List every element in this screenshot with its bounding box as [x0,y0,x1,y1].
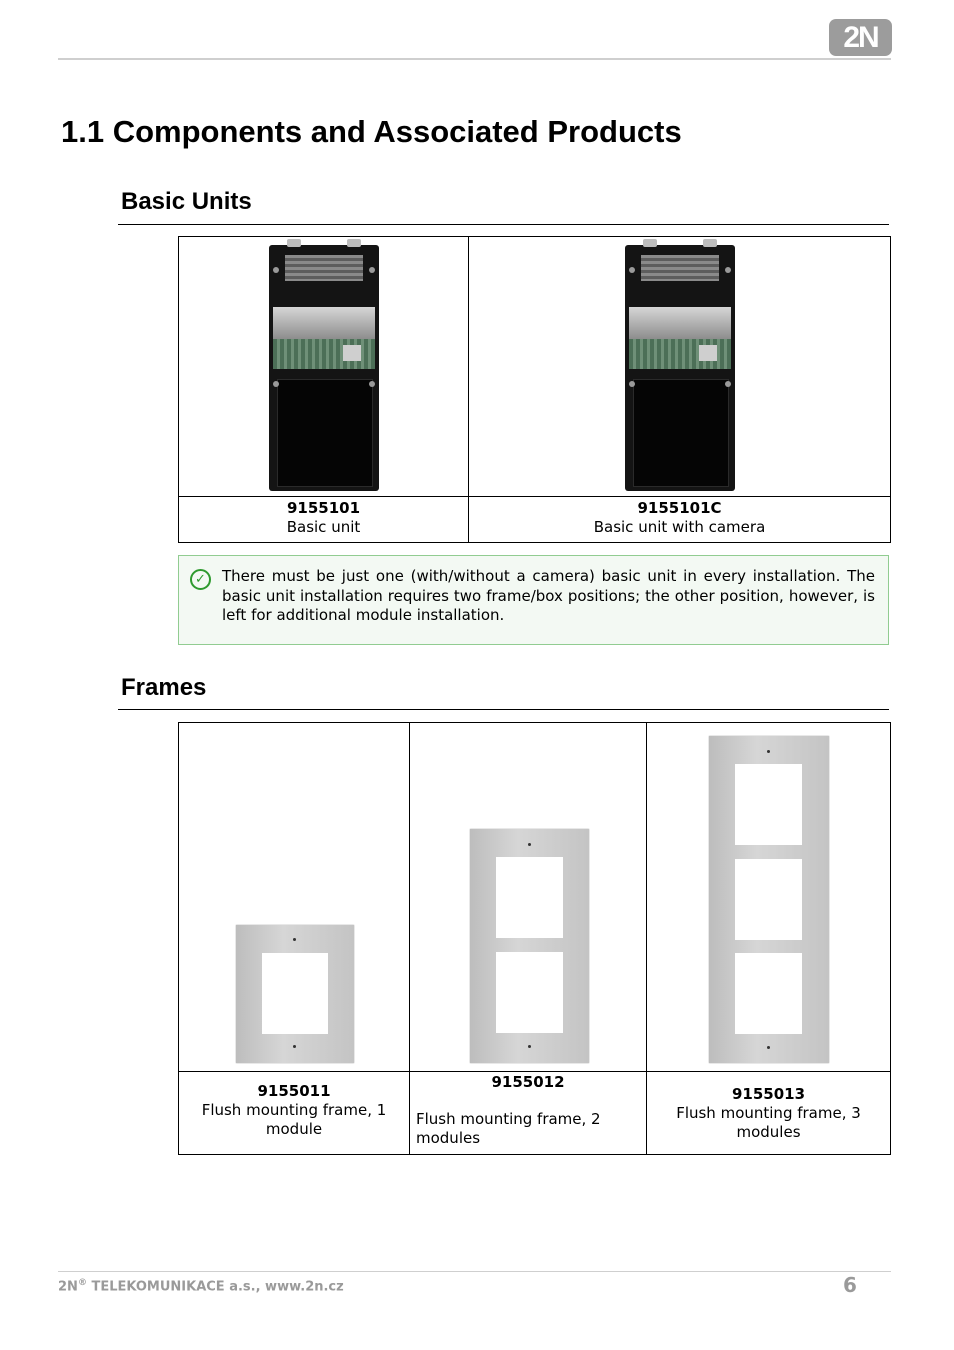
header-divider [58,58,891,60]
section-divider [118,709,889,710]
product-description: Basic unit with camera [593,518,766,536]
frames-table [178,722,891,1155]
product-description: Flush mounting frame, 2 modules [416,1110,601,1147]
section-heading-basic-units: Basic Units [121,188,252,215]
footer-company [58,1278,344,1294]
basic-unit-image [269,245,379,491]
page-number: 6 [843,1273,857,1297]
section-heading-frames: Frames [121,674,207,701]
registered-mark: ® [77,1278,87,1288]
frame-3-image-cell [647,723,891,1072]
frame-1-image-cell [179,723,410,1072]
frame-2-image-cell [410,723,647,1072]
page-title: 1.1 Components and Associated Products [61,114,682,149]
frame-2-caption [410,1072,647,1155]
product-code: 9155011 [257,1082,331,1100]
basic-unit-camera-image [625,245,735,491]
basic-unit-caption [179,497,469,543]
product-code: 9155101 [286,499,361,517]
footer-divider [58,1271,891,1272]
section-divider [118,224,889,225]
frame-1-caption [179,1072,410,1155]
product-description: Basic unit [286,518,361,536]
basic-unit-camera-caption [469,497,891,543]
basic-unit-image-cell [179,237,469,497]
frame-3-caption [647,1072,891,1155]
product-code: 9155013 [731,1085,806,1103]
brand-logo: 2N [829,19,892,56]
frame-3-modules-image [709,736,829,1063]
product-description: Flush mounting frame, 3 modules [676,1104,861,1141]
basic-unit-camera-image-cell [469,237,891,497]
frame-2-modules-image [470,829,589,1063]
product-code: 9155101C [637,499,722,517]
product-description: Flush mounting frame, 1 module [201,1101,387,1138]
product-code: 9155012 [491,1073,565,1091]
footer-company-name: TELEKOMUNIKACE a.s., www.2n.cz [86,1279,344,1295]
basic-units-table [178,236,891,543]
note-text: There must be just one (with/without a camera) basic unit in every installation. The basic unit installation requires two frame/box positions; the other position, however, is left for additional module installation. [222,567,875,624]
frame-1-module-image [236,925,354,1063]
footer-brand: 2N [58,1279,78,1295]
check-circle-icon: ✓ [190,569,211,590]
